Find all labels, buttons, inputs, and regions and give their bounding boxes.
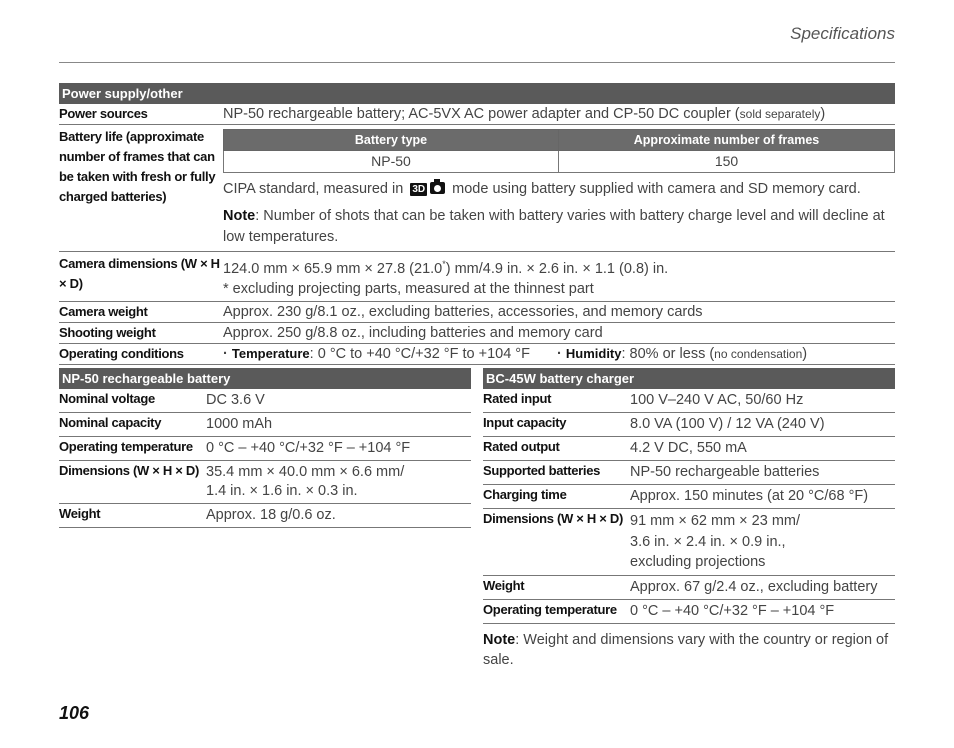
humidity-value: : 80% or less (	[621, 345, 715, 362]
temperature-item	[223, 346, 557, 362]
table-row	[59, 301, 895, 322]
battery-note	[223, 206, 895, 249]
row-label: Camera weight	[59, 303, 148, 319]
table-row	[59, 322, 895, 343]
row-value: Approx. 230 g/8.1 oz., excluding batteries, accessories, and memory cards	[223, 303, 703, 320]
power-sources-value: NP-50 rechargeable battery; AC-5VX AC power adapter and CP-50 DC coupler (	[223, 106, 740, 122]
page-header: Specifications	[790, 24, 895, 43]
row-label: Rated input	[483, 391, 552, 406]
table-row	[59, 413, 471, 437]
power-supply-table	[59, 83, 895, 365]
note-label: Note	[483, 631, 516, 648]
row-label: Dimensions (W × H × D)	[483, 511, 624, 526]
charger-dim-line3: excluding projections	[630, 554, 766, 570]
humidity-close: )	[802, 345, 808, 362]
bullet-icon: ·	[557, 345, 562, 362]
charger-table	[483, 368, 895, 624]
row-value: 100 V–240 V AC, 50/60 Hz	[630, 392, 804, 408]
row-label: Rated output	[483, 439, 560, 454]
row-value: Approx. 150 minutes (at 20 °C/68 °F)	[630, 488, 869, 504]
row-label: Charging time	[483, 487, 567, 502]
table-row	[483, 437, 895, 461]
battery-life-table	[223, 129, 895, 173]
battery-dim-line2: 1.4 in. × 1.6 in. × 0.3 in.	[206, 483, 358, 499]
table-row	[483, 485, 895, 509]
row-label: Dimensions (W × H × D)	[59, 463, 200, 478]
row-value	[223, 343, 895, 364]
cell-battery-type: NP-50	[224, 151, 559, 173]
bullet-icon: ·	[223, 345, 228, 362]
row-value	[630, 509, 895, 576]
note-label: Note	[223, 208, 256, 224]
row-value: 0 °C – +40 °C/+32 °F – +104 °F	[630, 602, 835, 619]
table-row	[483, 461, 895, 485]
table-row	[59, 343, 895, 364]
table-row	[483, 413, 895, 437]
cell-frames: 150	[559, 151, 895, 173]
row-value	[206, 461, 471, 504]
row-value: 0 °C – +40 °C/+32 °F – +104 °F	[206, 440, 411, 456]
table-row	[483, 575, 895, 599]
row-value: NP-50 rechargeable batteries	[630, 464, 820, 480]
table-row	[59, 104, 895, 125]
row-label: Weight	[483, 577, 525, 593]
dimensions-line2: * excluding projecting parts, measured at the thinnest part	[223, 280, 594, 297]
charger-dim-line2: 3.6 in. × 2.4 in. × 0.9 in.,	[630, 533, 786, 550]
cipa-post: mode using battery supplied with camera and SD memory card.	[452, 181, 861, 197]
humidity-note: no condensation	[714, 346, 803, 361]
section-title-charger: BC-45W battery charger	[483, 368, 895, 389]
humidity-label: Humidity	[565, 345, 622, 361]
table-row	[59, 252, 895, 302]
power-sources-close: )	[820, 106, 826, 122]
temperature-value: : 0 °C to +40 °C/+32 °F to +104 °F	[309, 345, 530, 362]
row-value: 1000 mAh	[206, 416, 273, 432]
row-label: Operating temperature	[483, 601, 617, 617]
row-value	[223, 104, 895, 125]
cipa-line	[223, 179, 895, 199]
cipa-pre: CIPA standard, measured in	[223, 181, 404, 197]
header-rule	[59, 62, 895, 63]
3d-mode-icon: 3D	[412, 184, 426, 195]
table-row	[59, 461, 471, 504]
humidity-item	[557, 346, 807, 362]
row-label: Battery life (approximate number of frames that can be taken with fresh or fully charged batteries)	[59, 129, 216, 204]
row-label: Power sources	[59, 106, 148, 121]
battery-dim-line1: 35.4 mm × 40.0 mm × 6.6 mm/	[206, 464, 405, 480]
row-label: Supported batteries	[483, 463, 601, 478]
col-frames: Approximate number of frames	[559, 130, 895, 151]
note-text: : Number of shots that can be taken with battery varies with battery charge level and will decline at low temperatures.	[223, 208, 885, 245]
dim-part1: 124.0 mm × 65.9 mm × 27.8 (21.0	[223, 260, 443, 277]
row-label: Nominal voltage	[59, 391, 155, 406]
row-label: Operating temperature	[59, 439, 193, 454]
row-value	[223, 252, 895, 302]
row-label: Weight	[59, 506, 101, 521]
table-row	[483, 389, 895, 413]
camera-icon	[430, 182, 445, 194]
section-title-battery: NP-50 rechargeable battery	[59, 368, 471, 389]
note-text: : Weight and dimensions vary with the country or region of sale.	[483, 631, 889, 668]
row-label: Nominal capacity	[59, 415, 162, 430]
temperature-label: Temperature	[231, 345, 310, 361]
dim-part2: ) mm/4.9 in. × 2.6 in. × 1.1 (0.8) in.	[445, 260, 669, 277]
charger-note	[483, 630, 895, 670]
table-row	[59, 504, 471, 528]
row-value	[223, 125, 895, 252]
charger-dim-line1: 91 mm × 62 mm × 23 mm/	[630, 513, 801, 529]
row-label: Input capacity	[483, 415, 567, 430]
row-value: Approx. 18 g/0.6 oz.	[206, 507, 336, 523]
dim-sup: *	[442, 259, 446, 269]
col-battery-type: Battery type	[224, 130, 559, 151]
row-value: Approx. 250 g/8.8 oz., including batteries and memory card	[223, 324, 603, 341]
row-label: Shooting weight	[59, 324, 156, 340]
table-row	[483, 509, 895, 576]
row-value: 4.2 V DC, 550 mA	[630, 440, 747, 456]
table-row	[59, 437, 471, 461]
battery-table	[59, 368, 471, 528]
charger-section	[483, 368, 895, 670]
row-value: 8.0 VA (100 V) / 12 VA (240 V)	[630, 416, 825, 432]
power-sources-note: sold separately	[739, 107, 821, 121]
row-value: DC 3.6 V	[206, 392, 265, 408]
section-title-power: Power supply/other	[59, 83, 895, 104]
row-value: Approx. 67 g/2.4 oz., excluding battery	[630, 578, 878, 595]
dimensions-line1	[223, 254, 895, 279]
row-label: Camera dimensions (W × H × D)	[59, 256, 220, 291]
table-row	[483, 599, 895, 623]
table-row	[59, 389, 471, 413]
table-row	[59, 125, 895, 252]
page-number: 106	[59, 703, 90, 723]
row-label: Operating conditions	[59, 345, 184, 361]
